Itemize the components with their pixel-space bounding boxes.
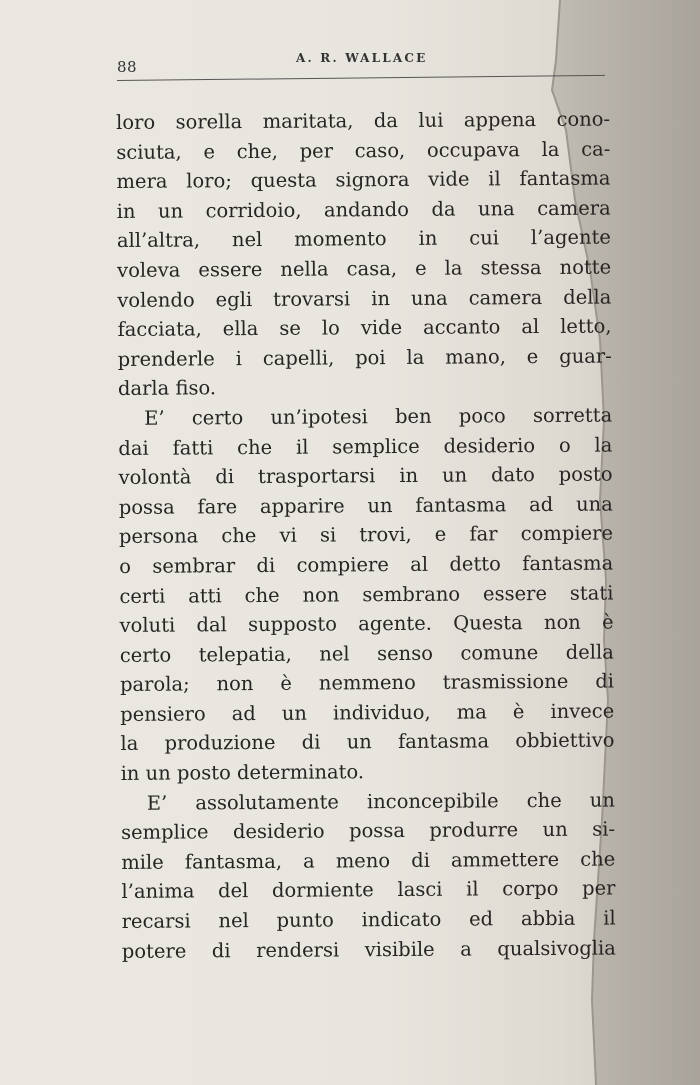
text-line: prenderle i capelli, poi la mano, e guar- <box>117 344 612 371</box>
text-line: semplice desiderio possa produrre un si- <box>120 817 616 845</box>
text-line: in un corridoio, andando da una camera <box>116 196 611 223</box>
text-line: parola; non è nemmeno trasmissione di <box>119 669 615 697</box>
text-line: certo telepatia, nel senso comune della <box>119 640 614 667</box>
text-line: E’ certo un’ipotesi ben poco sorretta <box>144 403 613 430</box>
text-line: volontà di trasportarsi in un dato posto <box>118 462 613 490</box>
text-line: voluti dal supposto agente. Questa non è <box>119 610 614 638</box>
page-number: 88 <box>117 58 138 76</box>
text-line: l’anima del dormiente lasci il corpo per <box>121 876 616 904</box>
text-line: sciuta, e che, per caso, occupava la ca- <box>116 137 611 164</box>
text-line: E’ assolutamente inconcepibile che un <box>146 788 615 815</box>
text-line: recarsi nel punto indicato ed abbia il <box>121 906 616 933</box>
text-line: pensiero ad un individuo, ma è invece <box>120 699 615 726</box>
text-line: la produzione di un fantasma obbiettivo <box>120 728 615 756</box>
text-line: loro sorella maritata, da lui appena cono- <box>116 107 611 134</box>
text-line: in un posto determinato. <box>120 760 365 786</box>
text-line: voleva essere nella casa, e la stessa notte <box>117 255 612 282</box>
text-line: dai fatti che il semplice desiderio o la <box>118 433 613 460</box>
text-line: darla fiso. <box>117 376 217 401</box>
text-line: potere di rendersi visibile a qualsivoglia <box>121 936 616 963</box>
text-line: persona che vi si trovi, e far compiere <box>118 521 614 549</box>
text-line: certi atti che non sembrano essere stati <box>119 580 614 608</box>
text-line: volendo egli trovarsi in una camera della <box>117 285 612 312</box>
text-line: mera loro; questa signora vide il fantasma <box>116 166 611 194</box>
text-line: possa fare apparire un fantasma ad una <box>118 492 613 519</box>
text-line: all’altra, nel momento in cui l’agente <box>116 225 611 253</box>
body-text <box>110 105 616 967</box>
header-rule <box>117 75 605 81</box>
running-title: A. R. WALLACE <box>296 51 428 65</box>
text-line: mile fantasma, a meno di ammettere che <box>121 847 616 874</box>
text-line: o sembrar di compiere al detto fantasma <box>119 551 614 578</box>
text-line: facciata, ella se lo vide accanto al letto, <box>117 314 612 342</box>
running-header <box>0 0 700 90</box>
